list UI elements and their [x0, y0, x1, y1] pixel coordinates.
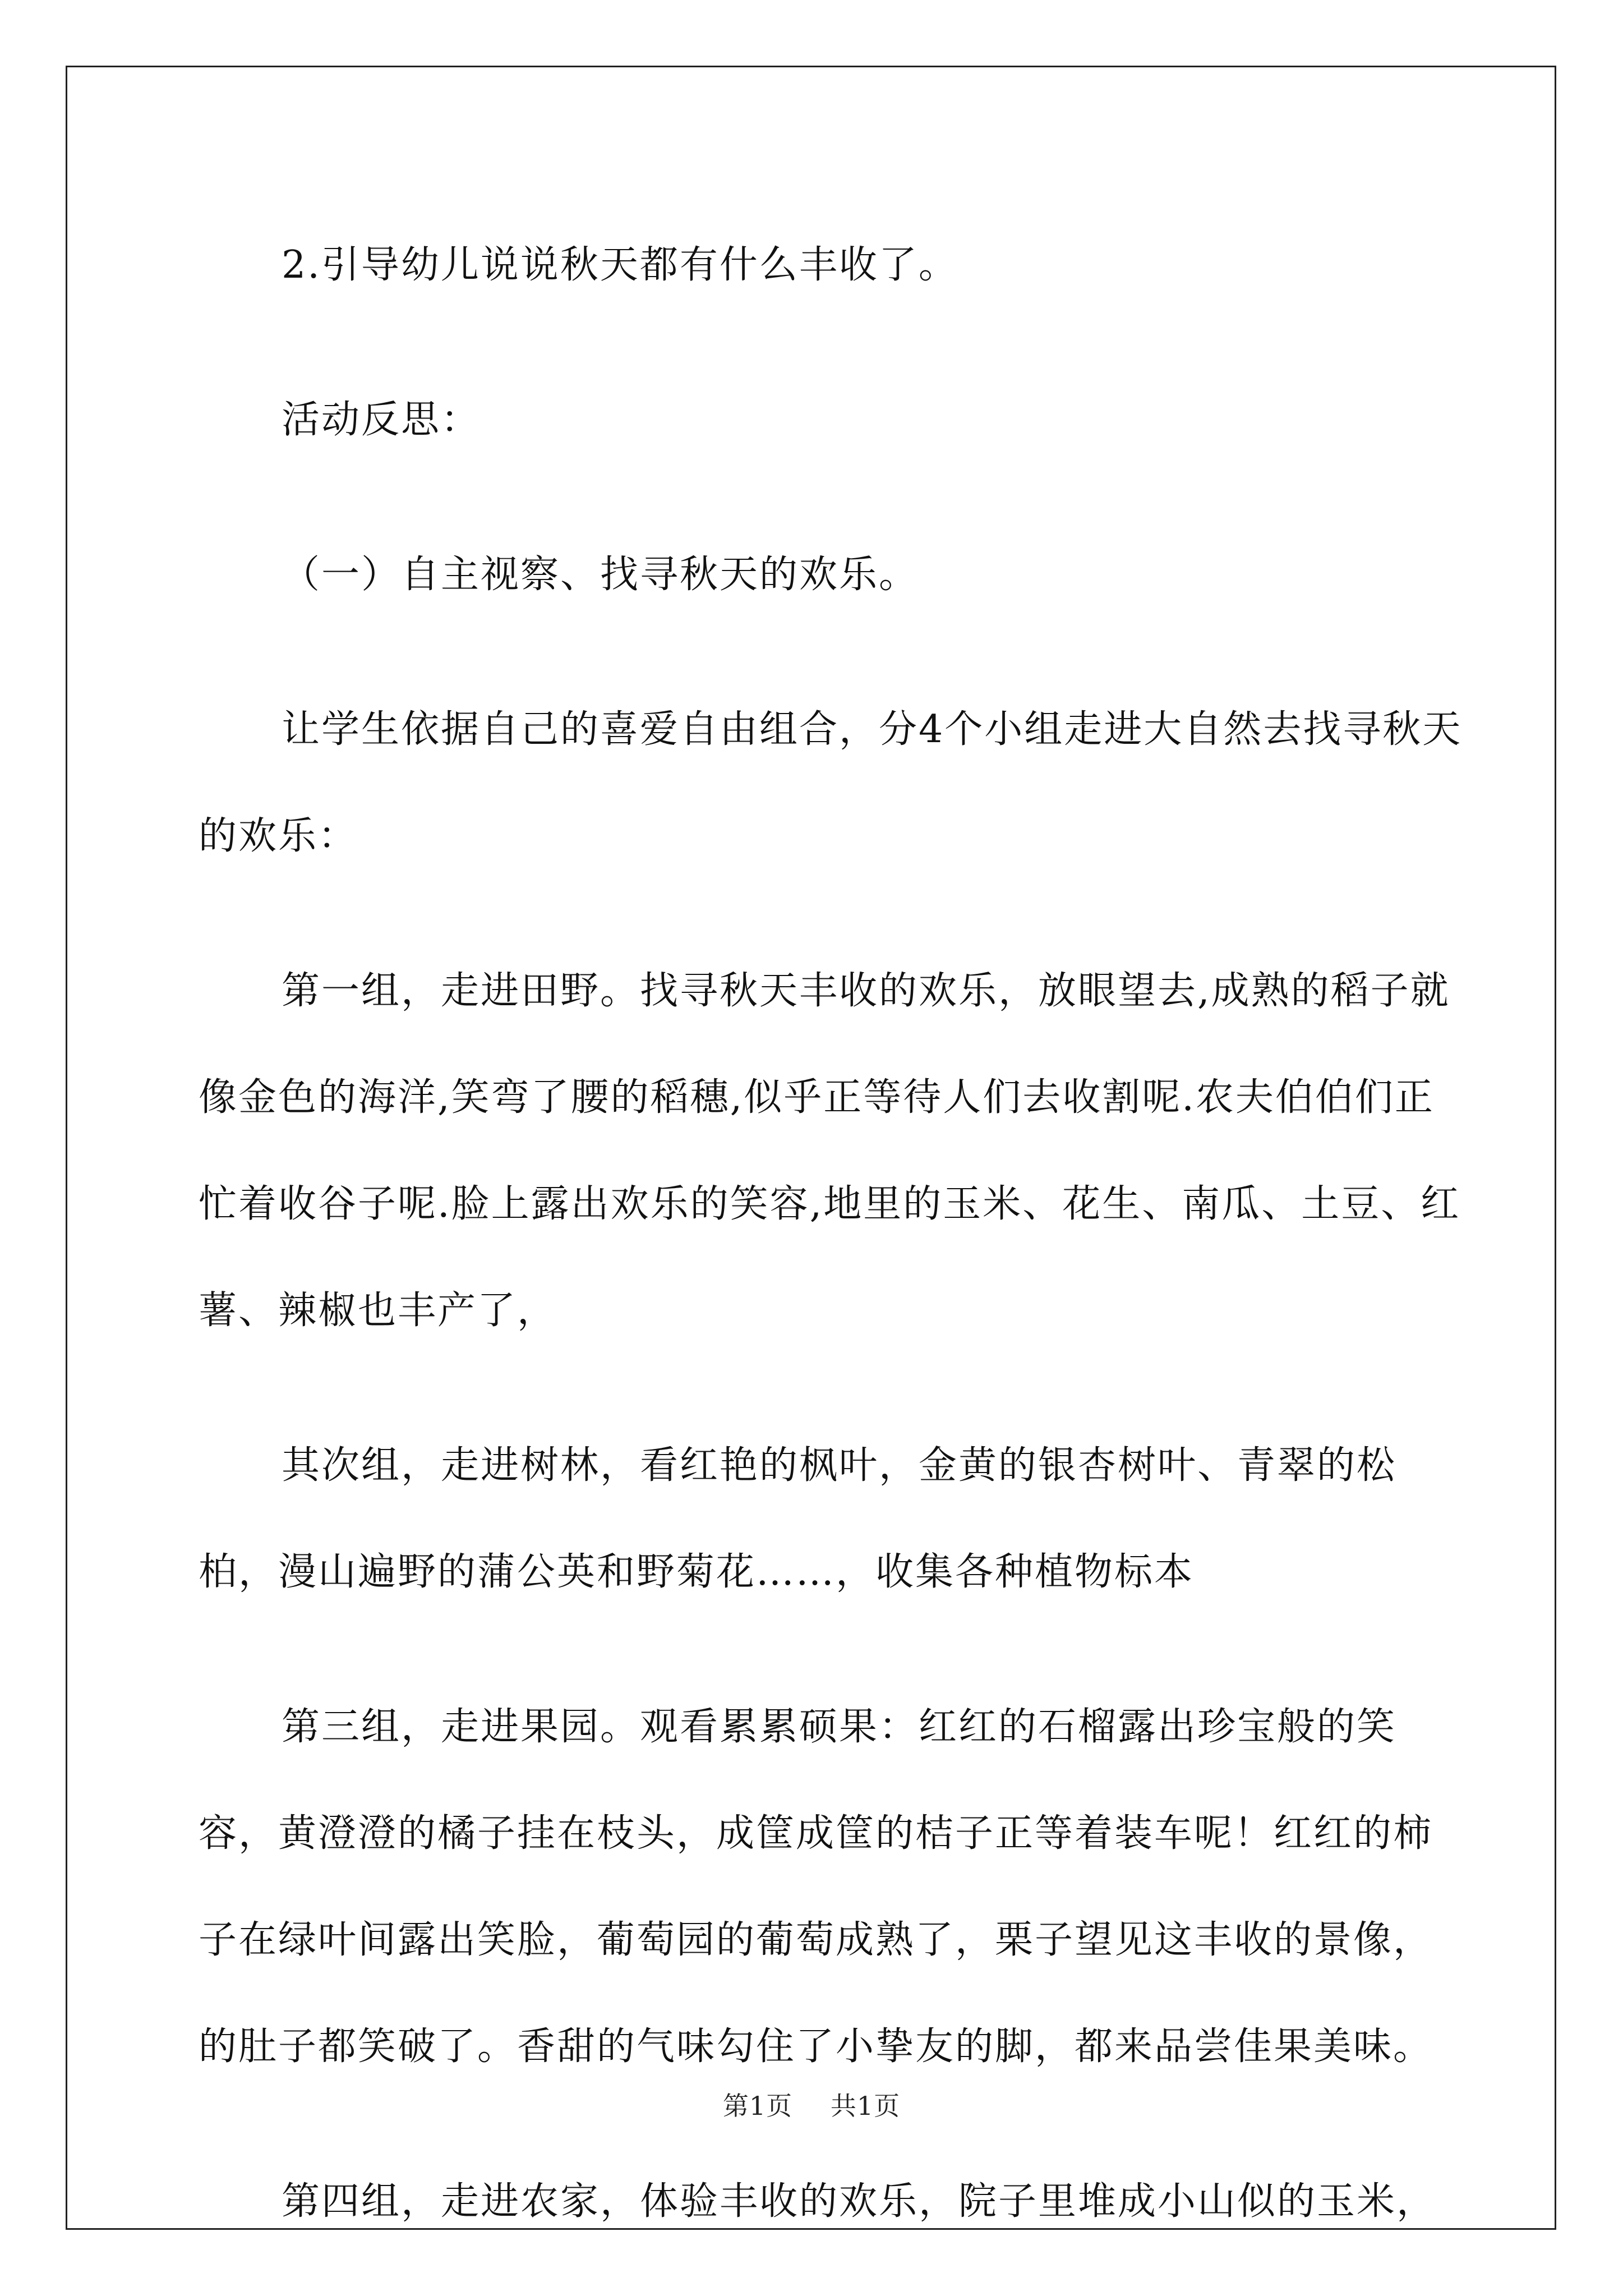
paragraph: （一）自主视察、找寻秋天的欢乐。 [282, 553, 919, 597]
document-body [199, 212, 1472, 2255]
page-number: 第1页 [722, 2091, 793, 2121]
paragraph: 第三组，走进果园。观看累累硕果：红红的石榴露出珍宝般的笑容，黄澄澄的橘子挂在枝头，成筐成筐的桔子正等着装车呢！红红的柿子在绿叶间露出笑脸，葡萄园的葡萄成熟了，栗子望见这丰收的景像，的肚子都笑破了。香甜的气味勾住了小挚友的脚，都来品尝佳果美味。 [199, 1705, 1433, 2069]
paragraph: 第一组，走进田野。找寻秋天丰收的欢乐，放眼望去,成熟的稻子就像金色的海洋,笑弯了腰的稻穗,似乎正等待人们去收割呢.农夫伯伯们正忙着收谷子呢.脸上露出欢乐的笑容,地里的玉米、花生、南瓜、土豆、红薯、辣椒也丰产了， [199, 969, 1461, 1333]
paragraph: 其次组，走进树林，看红艳的枫叶，金黄的银杏树叶、青翠的松柏，漫山遍野的蒲公英和野菊花……，收集各种植物标本 [199, 1443, 1397, 1594]
paragraph: 让学生依据自己的喜爱自由组合，分4个小组走进大自然去找寻秋天的欢乐： [199, 707, 1463, 858]
paragraph: 活动反思： [282, 398, 481, 442]
paragraph: 2.引导幼儿说说秋天都有什么丰收了。 [282, 243, 958, 287]
paragraph: 第四组，走进农家，体验丰收的欢乐，院子里堆成小山似的玉米， [282, 2179, 1437, 2224]
page-total: 共1页 [830, 2091, 901, 2121]
page-footer [0, 2086, 1623, 2123]
